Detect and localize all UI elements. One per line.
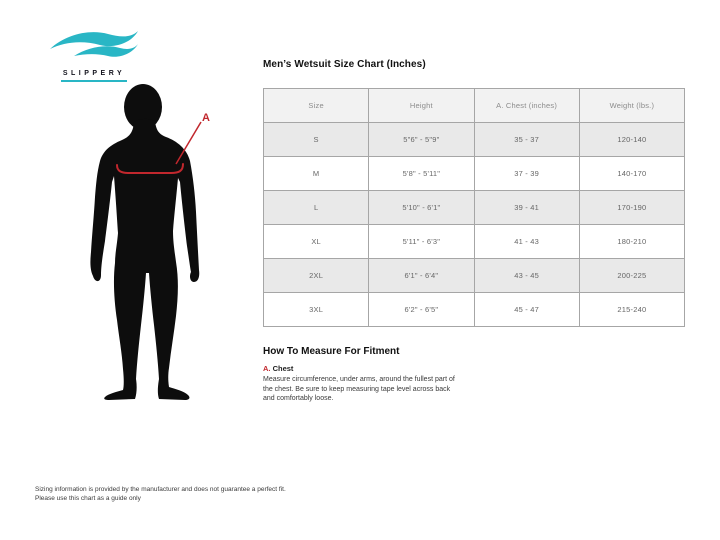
cell-height: 5"6" - 5"9" bbox=[369, 123, 474, 157]
cell-weight: 170-190 bbox=[579, 191, 684, 225]
chest-label: A bbox=[202, 112, 210, 124]
cell-weight: 200-225 bbox=[579, 259, 684, 293]
cell-size: 3XL bbox=[264, 293, 369, 327]
page-title: Men’s Wetsuit Size Chart (Inches) bbox=[263, 59, 426, 70]
cell-size: XL bbox=[264, 225, 369, 259]
table-row bbox=[264, 123, 685, 157]
body-silhouette-diagram bbox=[55, 84, 265, 409]
cell-height: 5'11" - 6'3" bbox=[369, 225, 474, 259]
cell-chest: 39 - 41 bbox=[474, 191, 579, 225]
cell-weight: 180-210 bbox=[579, 225, 684, 259]
cell-height: 6'1" - 6'4" bbox=[369, 259, 474, 293]
cell-chest: 35 - 37 bbox=[474, 123, 579, 157]
measure-item-letter: A. bbox=[263, 364, 271, 373]
table-row bbox=[264, 293, 685, 327]
content-column bbox=[263, 58, 685, 404]
cell-height: 5'8" - 5'11" bbox=[369, 157, 474, 191]
cell-size: S bbox=[264, 123, 369, 157]
measure-item-title: Chest bbox=[272, 364, 294, 373]
disclaimer-line-1: Sizing information is provided by the manufacturer and does not guarantee a perfect fit. bbox=[35, 486, 286, 493]
wave-logo-icon bbox=[48, 28, 140, 62]
cell-size: L bbox=[264, 191, 369, 225]
cell-weight: 120-140 bbox=[579, 123, 684, 157]
cell-chest: 45 - 47 bbox=[474, 293, 579, 327]
measure-item-chest bbox=[263, 364, 685, 373]
column-header-chest: A. Chest (inches) bbox=[474, 89, 579, 123]
disclaimer-line-2: Please use this chart as a guide only bbox=[35, 495, 141, 502]
table-row bbox=[264, 225, 685, 259]
table-row bbox=[264, 157, 685, 191]
table-row bbox=[264, 191, 685, 225]
column-header-size: Size bbox=[264, 89, 369, 123]
measure-description: Measure circumference, under arms, around the fullest part of the chest. Be sure to keep measuring tape level across back and comfortably loose. bbox=[263, 376, 455, 402]
body-silhouette bbox=[90, 84, 199, 400]
cell-chest: 41 - 43 bbox=[474, 225, 579, 259]
cell-weight: 140-170 bbox=[579, 157, 684, 191]
cell-size: M bbox=[264, 157, 369, 191]
size-chart-table bbox=[263, 88, 685, 327]
cell-height: 5'10" - 6'1" bbox=[369, 191, 474, 225]
column-header-weight: Weight (lbs.) bbox=[579, 89, 684, 123]
table-row bbox=[264, 259, 685, 293]
column-header-height: Height bbox=[369, 89, 474, 123]
table-header-row bbox=[264, 89, 685, 123]
measure-section-heading: How To Measure For Fitment bbox=[263, 346, 400, 357]
cell-chest: 43 - 45 bbox=[474, 259, 579, 293]
cell-height: 6'2" - 6'5" bbox=[369, 293, 474, 327]
cell-weight: 215-240 bbox=[579, 293, 684, 327]
disclaimer bbox=[35, 485, 286, 503]
cell-chest: 37 - 39 bbox=[474, 157, 579, 191]
brand-name: SLIPPERY bbox=[61, 70, 127, 82]
cell-size: 2XL bbox=[264, 259, 369, 293]
brand-logo bbox=[46, 28, 142, 82]
